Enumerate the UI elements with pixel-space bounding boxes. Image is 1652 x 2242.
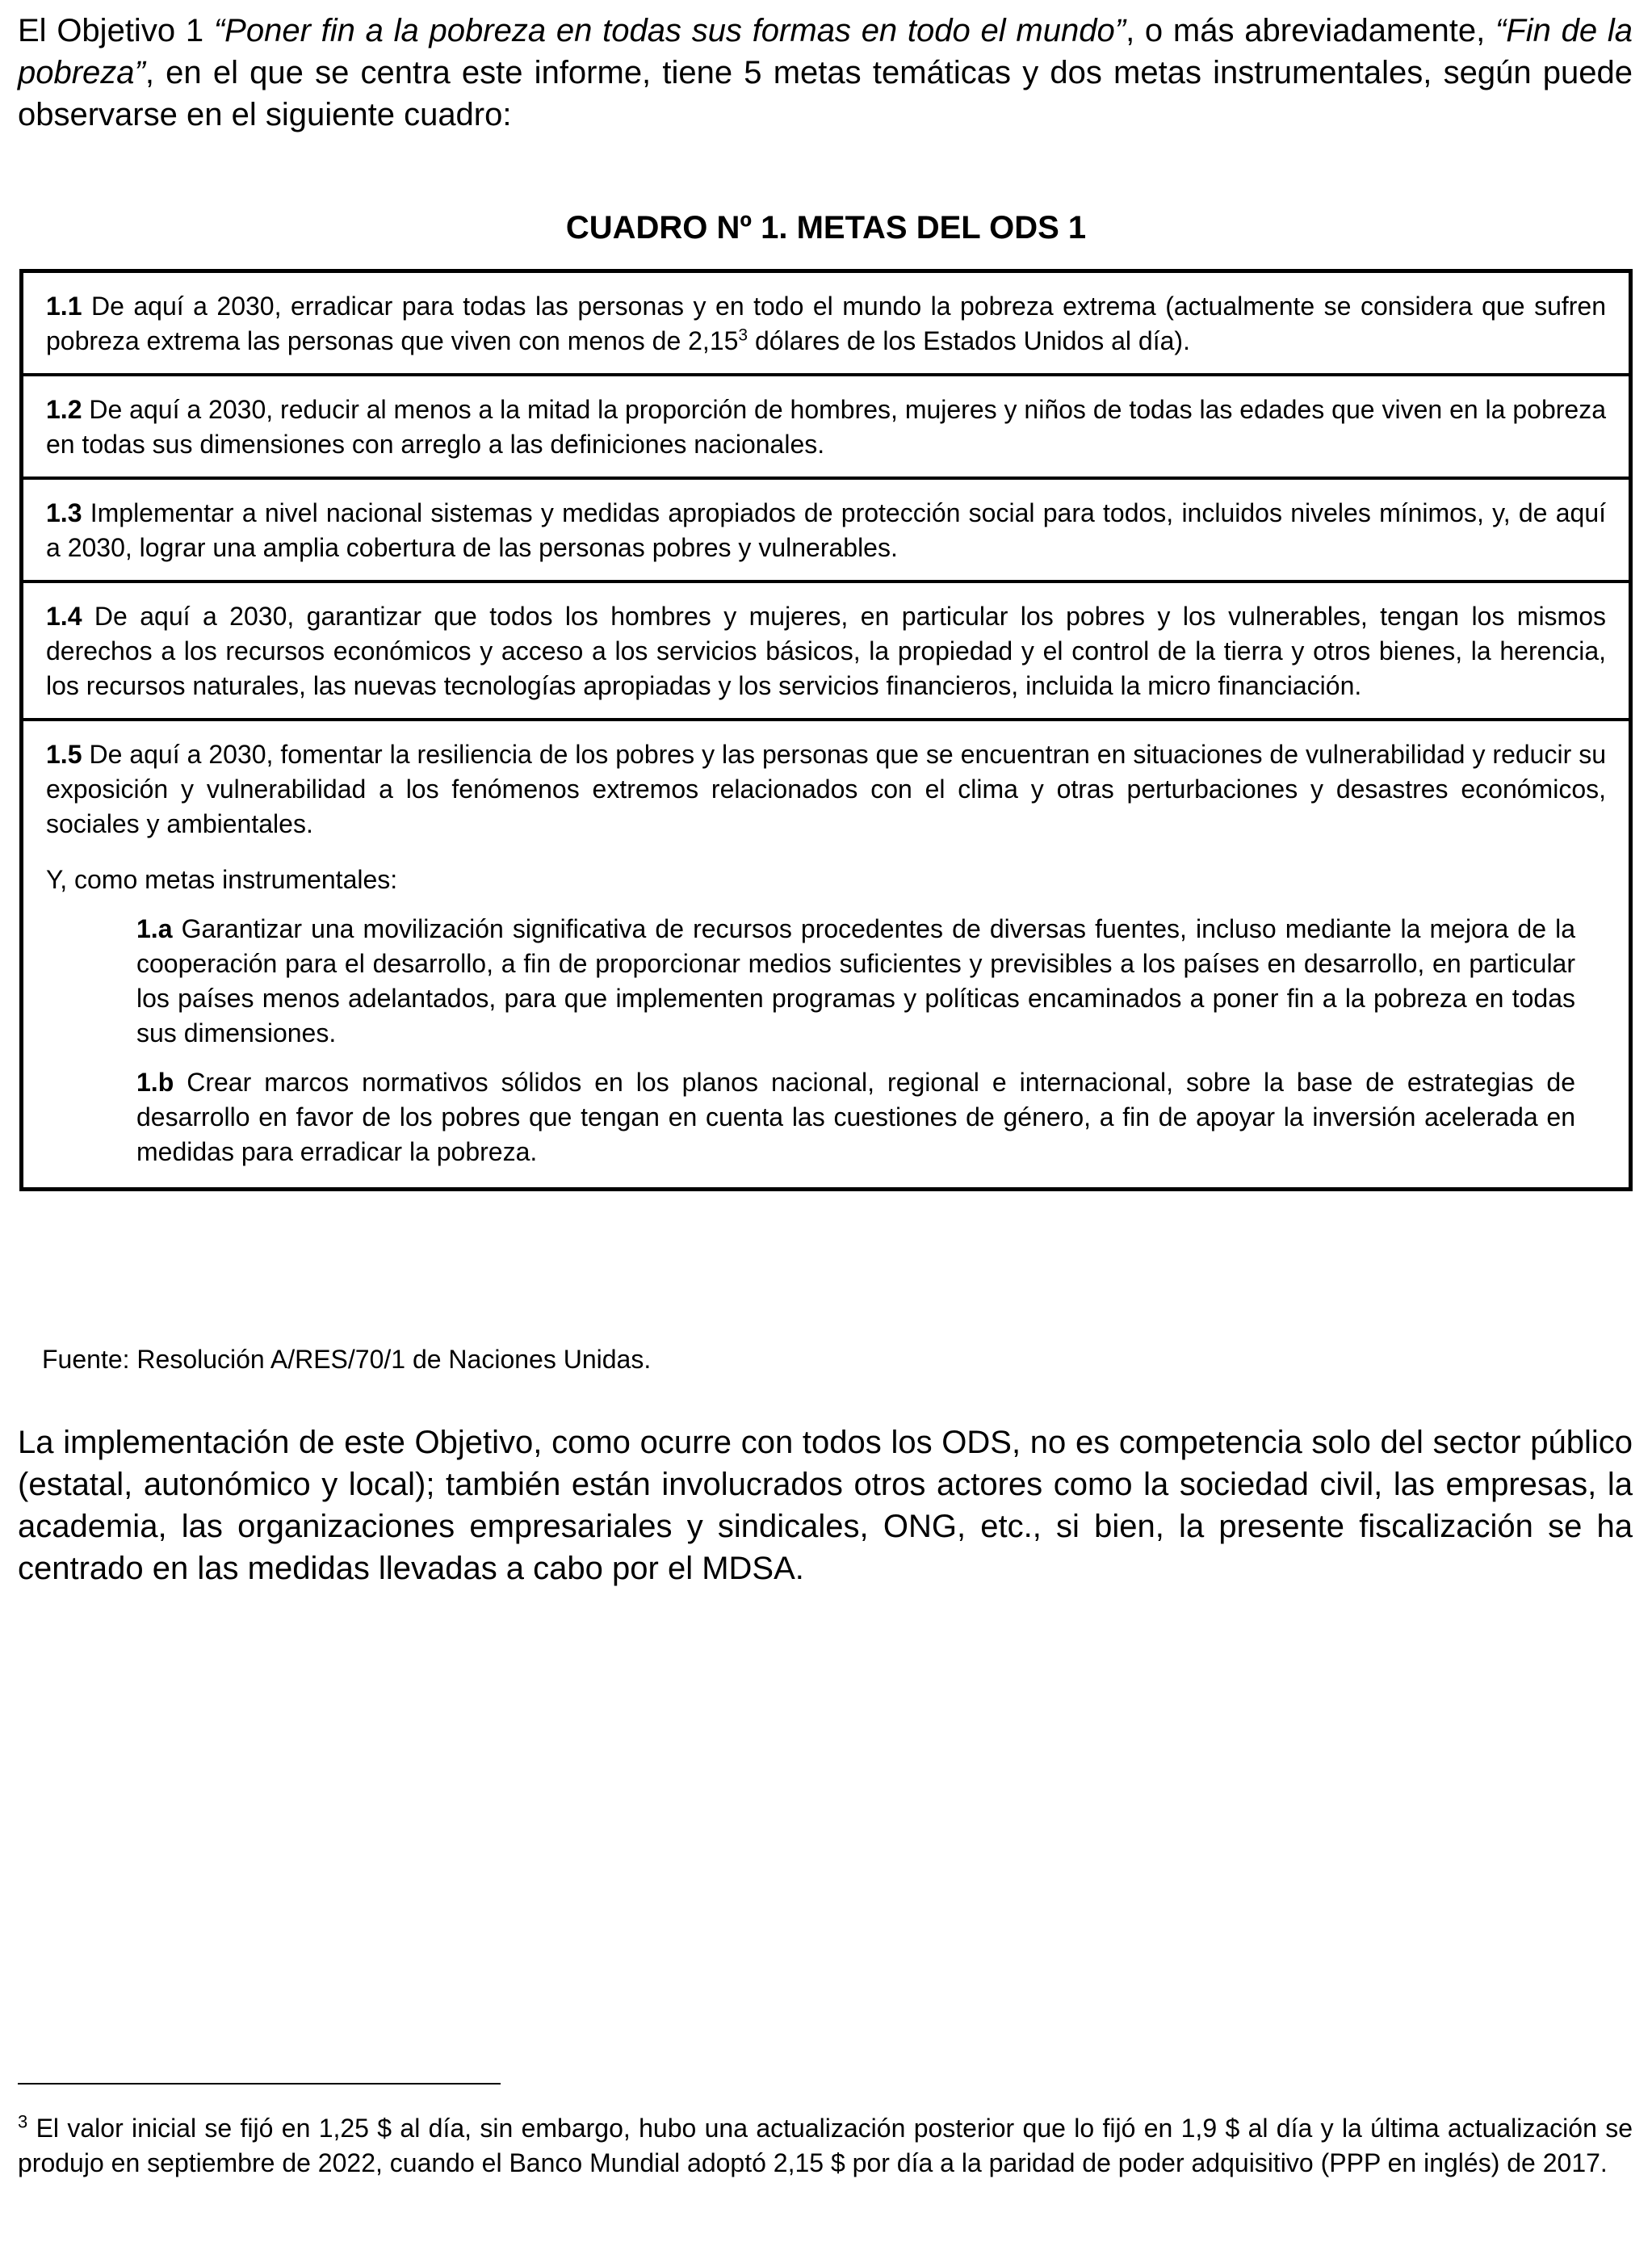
goal-row-1-3 (23, 480, 1629, 583)
footnote-divider (18, 2083, 501, 2085)
goal-row-1-2 (23, 376, 1629, 480)
footnote-reference: 3 (738, 325, 748, 345)
goal-text (46, 289, 1606, 359)
table-source: Fuente: Resolución A/RES/70/1 de Naciones Unidas. (42, 1345, 652, 1374)
goal-description: Garantizar una movilización significativa de recursos procedentes de diversas fuentes, incluso mediante la mejora de la cooperación para el desarrollo, a fin de proporcionar medios suficientes y previsibles a los países en desarrollo, en particular los países menos adelantados, para que implementen programas y políticas encaminados a poner fin a la pobreza en todas sus dimensiones. (136, 914, 1575, 1048)
goal-text (46, 737, 1606, 842)
goal-description: Crear marcos normativos sólidos en los planos nacional, regional e internacional, sobre la base de estrategias de desarrollo en favor de los pobres que tengan en cuenta las cuestiones de género, a fin de apoyar la inversión acelerada en medidas para erradicar la pobreza. (136, 1068, 1575, 1166)
goal-number: 1.2 (46, 395, 82, 424)
intro-objective-title: “Poner fin a la pobreza en todas sus formas en todo el mundo” (213, 13, 1126, 48)
goal-description: Implementar a nivel nacional sistemas y medidas apropiados de protección social para todos, incluidos niveles mínimos, y, de aquí a 2030, lograr una amplia cobertura de las personas pobres y vulnerables. (46, 498, 1606, 562)
goal-number: 1.1 (46, 292, 82, 321)
intro-text-3: , en el que se centra este informe, tiene 5 metas temáticas y dos metas instrumentales, según puede observarse en el siguiente cuadro: (18, 55, 1633, 132)
goal-text (46, 496, 1606, 565)
goal-number: 1.a (136, 914, 173, 943)
goal-row-1-4 (23, 583, 1629, 721)
goal-number: 1.b (136, 1068, 174, 1097)
goal-text (46, 599, 1606, 703)
table-title: CUADRO Nº 1. METAS DEL ODS 1 (565, 210, 1087, 246)
conclusion-paragraph: La implementación de este Objetivo, como ocurre con todos los ODS, no es competencia solo del sector público (estatal, autonómico y local); también están involucrados otros actores como la sociedad civil, las empresas, la academia, las organizaciones empresariales y sindicales, ONG, etc., si bien, la presente fiscalización se ha centrado en las medidas llevadas a cabo por el MDSA. (18, 1425, 1633, 1586)
intro-paragraph (18, 10, 1633, 136)
instrumental-goal-1-a (136, 912, 1575, 1051)
goal-number: 1.4 (46, 602, 82, 631)
goal-text (46, 393, 1606, 462)
instrumental-intro: Y, como metas instrumentales: (46, 865, 398, 894)
goal-row-1-5 (23, 721, 1629, 1187)
intro-text-2: , o más abreviadamente, (1126, 13, 1495, 48)
goal-description: De aquí a 2030, reducir al menos a la mitad la proporción de hombres, mujeres y niños de todas las edades que viven en la pobreza en todas sus dimensiones con arreglo a las definiciones nacionales. (46, 395, 1606, 459)
goal-description: De aquí a 2030, erradicar para todas las personas y en todo el mundo la pobreza extrema (actualmente se considera que sufren pobreza extrema las personas que viven con menos de 2,15 (46, 292, 1606, 355)
instrumental-goal-1-b (136, 1065, 1575, 1169)
goal-description: De aquí a 2030, fomentar la resiliencia de los pobres y las personas que se encuentran en situaciones de vulnerabilidad y reducir su exposición y vulnerabilidad a los fenómenos extremos relacionados con el clima y otras perturbaciones y desastres económicos, sociales y ambientales. (46, 740, 1606, 838)
goal-row-1-1 (23, 273, 1629, 376)
intro-text-1: El Objetivo 1 (18, 13, 214, 48)
goal-description: De aquí a 2030, garantizar que todos los hombres y mujeres, en particular los pobres y los vulnerables, tengan los mismos derechos a los recursos económicos y acceso a los servicios básicos, la propiedad y el control de la tierra y otros bienes, la herencia, los recursos naturales, las nuevas tecnologías apropiadas y los servicios financieros, incluida la micro financiación. (46, 602, 1606, 700)
goal-number: 1.3 (46, 498, 82, 527)
goals-table (19, 269, 1633, 1191)
footnote-text: El valor inicial se fijó en 1,25 $ al día, sin embargo, hubo una actualización posterior que lo fijó en 1,9 $ al día y la última actualización se produjo en septiembre de 2022, cuando el Banco Mundial adoptó 2,15 $ por día a la paridad de poder adquisitivo (PPP en inglés) de 2017. (18, 2114, 1633, 2177)
footnote-marker: 3 (18, 2111, 28, 2132)
intro-objective-short-title: “Fin de la pobreza” (18, 13, 1633, 90)
goal-number: 1.5 (46, 740, 82, 769)
footnote (18, 2111, 1633, 2181)
goal-description-cont: dólares de los Estados Unidos al día). (748, 326, 1190, 355)
